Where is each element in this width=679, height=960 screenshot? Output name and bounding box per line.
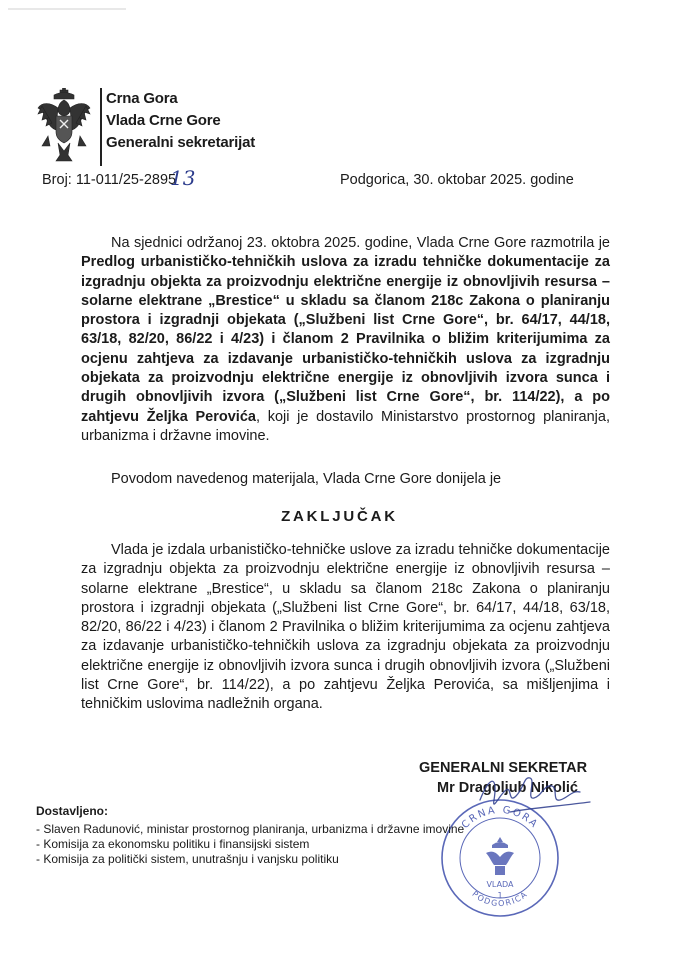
intro-tail-text: , koji je dostavilo Ministarstvo prostornog planiranja, urbanizma i državne imovine. [81,408,610,444]
header-department: Generalni sekretarijat [106,134,256,151]
signatory-name: Mr Dragoljub Nikolić [437,780,578,796]
intro-bold-text: Predlog urbanističko-tehničkih uslova za izradu tehničke dokumentacije za izgradnju objekta za proizvodnju električne energije iz obnovljivih resursa – solarne elektrane „Brestice“ u skladu sa članom 218c Zakona o planiranju prostora i izgradnji objekata („Službeni list Crne Gore“, br. 64/17, 44/18, 63/18, 82/20, 86/22 i 4/23) i članom 2 Pravilnika o bližim kriterijumima za ocjenu zahtjeva za izdavanje urbanističko-tehničkih uslova za izgradnju objekata za proizvodnju električne energije iz obnovljivih izvora sunca i drugih obnovljivih izvora („Službeni list Crne Gore“, br. 114/22), a po zahtjevu Željka Perovića [81,254,610,425]
distribution-title: Dostavljeno: [36,804,109,818]
conclusion-paragraph: Vlada je izdala urbanističko-tehničke uslove za izradu tehničke dokumentacije za izgradnju objekta za proizvodnju električne energije iz obnovljivih resursa – solarne elektrane „Brestice“, u skladu sa članom 218c Zakona o planiranju prostora i izgradnji objekata („Službeni list Crne Gore“, br. 64/17, 44/18, 63/18, 82/20, 86/22 i 4/23) i članom 2 Pravilnika o bližim kriterijumima za ocjenu zahtjeva za izdavanje urbanističko-tehničkih uslova za izgradnju objekata za proizvodnju električne energije iz obnovljivih izvora sunca i drugih obnovljivih izvora („Službeni list Crne Gore“, br. 114/22), a po zahtjevu Željka Perovića, sa mišljenjima i tehničkim uslovima nadležnih organa. [81,542,610,713]
intro-paragraph [81,234,610,446]
stamp-bottom-text: PODGORICA [470,889,530,909]
decision-intro-paragraph: Povodom navedenog materijala, Vlada Crne Gore donijela je [111,471,502,487]
conclusion-heading: ZAKLJUČAK [281,508,398,525]
header-divider [100,88,102,166]
place-and-date: Podgorica, 30. oktobar 2025. godine [340,172,574,188]
signatory-title: GENERALNI SEKRETAR [419,760,588,776]
handwritten-suffix: 13 [170,166,196,190]
header-country: Crna Gora [106,90,178,107]
coat-of-arms-icon [36,88,92,166]
header-government: Vlada Crne Gore [106,112,221,129]
intro-text: Na sjednici održanoj 23. oktobra 2025. godine, Vlada Crne Gore razmotrila je [111,235,610,251]
distribution-item: - Komisija za politički sistem, unutrašnju i vanjsku politiku [36,852,339,866]
stamp-top-text: CRNA GORA [459,804,541,832]
stamp-number: 1 [497,891,503,900]
reference-number: Broj: 11-011/25-2895 [42,172,177,188]
stamp-middle-text: VLADA [486,880,514,889]
distribution-item: - Komisija za ekonomsku politiku i finansijski sistem [36,837,310,851]
scan-mark [8,6,128,12]
handwritten-signature-icon [470,760,620,830]
distribution-item: - Slaven Radunović, ministar prostornog planiranja, urbanizma i državne imovine [36,822,465,836]
distribution-list [36,822,464,867]
